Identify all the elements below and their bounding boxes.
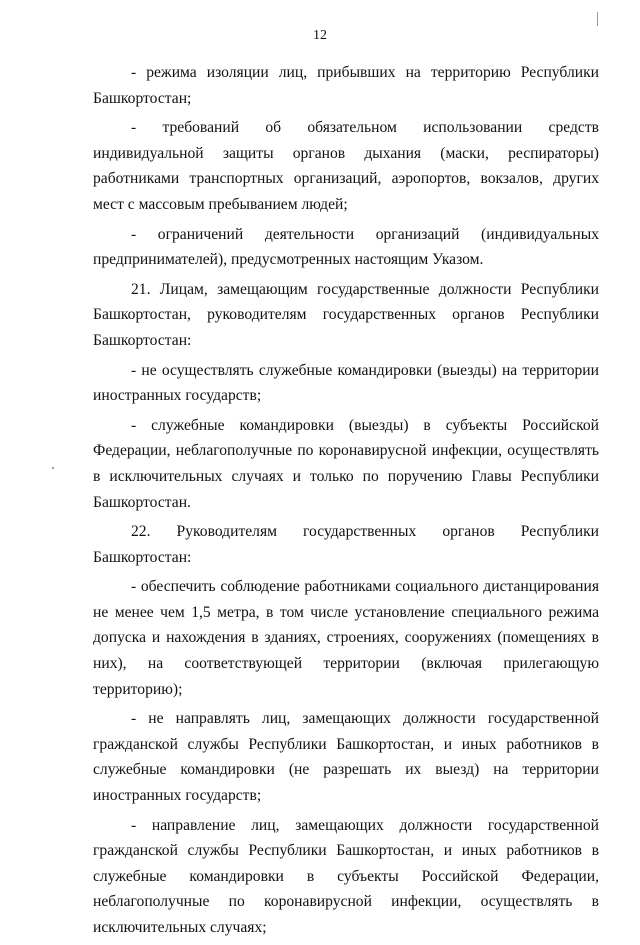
scan-dot-left xyxy=(52,467,54,469)
paragraph-restrictions: - ограничений деятельности организаций (индивидуальных предпринимателей), предусмотренных настоящим Указом. xyxy=(93,225,599,269)
page-number: 12 xyxy=(313,28,327,43)
paragraph-item-21: 21. Лицам, замещающим государственные должности Республики Башкортостан, руководителям государственных органов Республики Башкортостан: xyxy=(93,280,599,349)
paragraph-isolation: - режима изоляции лиц, прибывших на территорию Республики Башкортостан; xyxy=(93,64,599,107)
paragraph-masks: - требований об обязательном использовании средств индивидуальной защиты органов дыхания (маски, респираторы) работниками транспортных организаций, аэропортов, вокзалов, других мест с массовым пребыванием людей; xyxy=(93,119,599,213)
paragraph-no-foreign-trips: - не направлять лиц, замещающих должности государственной гражданской службы Республики Башкортостан, и иных работников в служебные командировки (не разрешать их выезд) на территории иностранных государств; xyxy=(93,710,599,805)
paragraph-distancing: - обеспечить соблюдение работниками социального дистанцирования не менее чем 1,5 метра, в том числе установление специального режима допуска и нахождения в зданиях, строениях, сооружениях (помещениях в них), на соответствующей территории (включая прилегающую территорию); xyxy=(93,578,599,698)
document-body xyxy=(93,60,599,945)
scan-mark-top-right xyxy=(597,12,598,26)
paragraph-foreign-trips: - не осуществлять служебные командировки (выезды) на территории иностранных государств; xyxy=(93,361,599,405)
paragraph-item-22: 22. Руководителям государственных органов Республики Башкортостан: xyxy=(93,523,599,566)
paragraph-exceptional-trips: - направление лиц, замещающих должности государственной гражданской службы Республики Башкортостан, и иных работников в служебные командировки в субъекты Российской Федерации, неблагополучные по коронавирусной инфекции, осуществлять в исключительных случаях; xyxy=(93,816,599,936)
paragraph-domestic-trips: - служебные командировки (выезды) в субъекты Российской Федерации, неблагополучные по коронавирусной инфекции, осуществлять в исключительных случаях и только по поручению Главы Республики Башкортостан. xyxy=(93,416,599,511)
